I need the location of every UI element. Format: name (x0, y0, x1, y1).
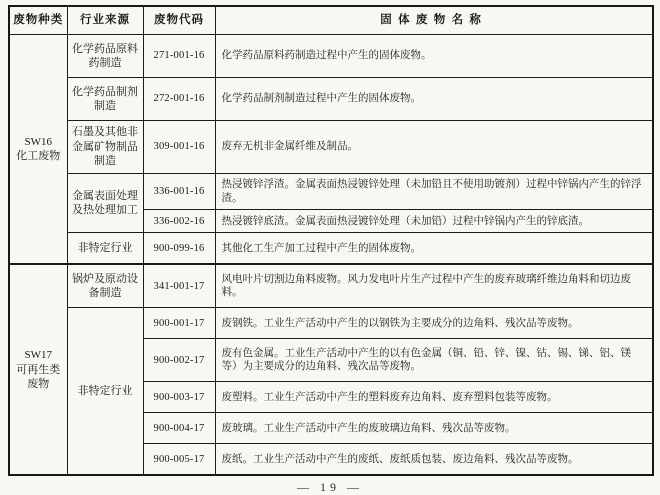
waste-code-cell: 900-002-17 (143, 339, 215, 382)
waste-name-cell: 废纸。工业生产活动中产生的废纸、废纸质包装、废边角料、残次品等废物。 (215, 444, 653, 476)
waste-name-cell: 废塑料。工业生产活动中产生的塑料废弃边角料、废弃塑料包装等废物。 (215, 382, 653, 413)
waste-name-cell: 风电叶片切割边角料废物。风力发电叶片生产过程中产生的废弃玻璃纤维边角料和切边废料。 (215, 264, 653, 308)
waste-name-cell: 废弃无机非金属纤维及制品。 (215, 121, 653, 174)
waste-code-cell: 271-001-16 (143, 35, 215, 78)
waste-code-cell: 900-001-17 (143, 308, 215, 339)
industry-cell: 非特定行业 (67, 308, 143, 476)
waste-name-cell: 废钢铁。工业生产活动中产生的以钢铁为主要成分的边角料、残次品等废物。 (215, 308, 653, 339)
waste-code-cell: 900-099-16 (143, 233, 215, 265)
waste-name-cell: 化学药品制剂制造过程中产生的固体废物。 (215, 78, 653, 121)
waste-code-cell: 341-001-17 (143, 264, 215, 308)
waste-classification-table (8, 5, 654, 476)
waste-code-cell: 309-001-16 (143, 121, 215, 174)
category-cell-sw17 (9, 264, 67, 475)
waste-code-cell: 336-001-16 (143, 173, 215, 210)
waste-code-cell: 900-003-17 (143, 382, 215, 413)
table-row (9, 173, 653, 210)
waste-name-cell: 化学药品原料药制造过程中产生的固体废物。 (215, 35, 653, 78)
industry-cell: 非特定行业 (67, 233, 143, 265)
table-row (9, 78, 653, 121)
waste-code-cell: 272-001-16 (143, 78, 215, 121)
header-waste-code: 废物代码 (143, 6, 215, 35)
header-waste-name: 固体废物名称 (215, 6, 653, 35)
industry-cell: 化学药品制剂制造 (67, 78, 143, 121)
industry-cell: 石墨及其他非金属矿物制品制造 (67, 121, 143, 174)
table-row (9, 308, 653, 339)
industry-cell: 化学药品原料药制造 (67, 35, 143, 78)
industry-cell: 锅炉及原动设备制造 (67, 264, 143, 308)
industry-cell: 金属表面处理及热处理加工 (67, 173, 143, 233)
category-code: SW16 (24, 135, 52, 148)
table-row (9, 233, 653, 265)
waste-name-cell: 其他化工生产加工过程中产生的固体废物。 (215, 233, 653, 265)
waste-code-cell: 336-002-16 (143, 210, 215, 233)
category-name: 化工废物 (16, 150, 61, 163)
waste-name-cell: 废有色金属。工业生产活动中产生的以有色金属（铜、铅、锌、镍、钴、锡、锑、铝、镁等）为主要成分的边角料、残次品等废物。 (215, 339, 653, 382)
waste-code-cell: 900-004-17 (143, 413, 215, 444)
waste-name-cell: 热浸镀锌浮渣。金属表面热浸镀锌处理（未加铅且不使用助镀剂）过程中锌锅内产生的锌浮渣。 (215, 173, 653, 210)
header-row (9, 6, 653, 35)
category-name: 可再生类废物 (16, 363, 61, 391)
table-row (9, 35, 653, 78)
header-industry-source: 行业来源 (67, 6, 143, 35)
table-row (9, 121, 653, 174)
page-number: — 19 — (297, 480, 363, 495)
waste-name-cell: 废玻璃。工业生产活动中产生的废玻璃边角料、残次品等废物。 (215, 413, 653, 444)
waste-name-cell: 热浸镀锌底渣。金属表面热浸镀锌处理（未加铅）过程中锌锅内产生的锌底渣。 (215, 210, 653, 233)
category-cell-sw16 (9, 35, 67, 265)
category-code: SW17 (24, 349, 52, 362)
table-row (9, 264, 653, 308)
waste-code-cell: 900-005-17 (143, 444, 215, 476)
header-waste-category: 废物种类 (9, 6, 67, 35)
